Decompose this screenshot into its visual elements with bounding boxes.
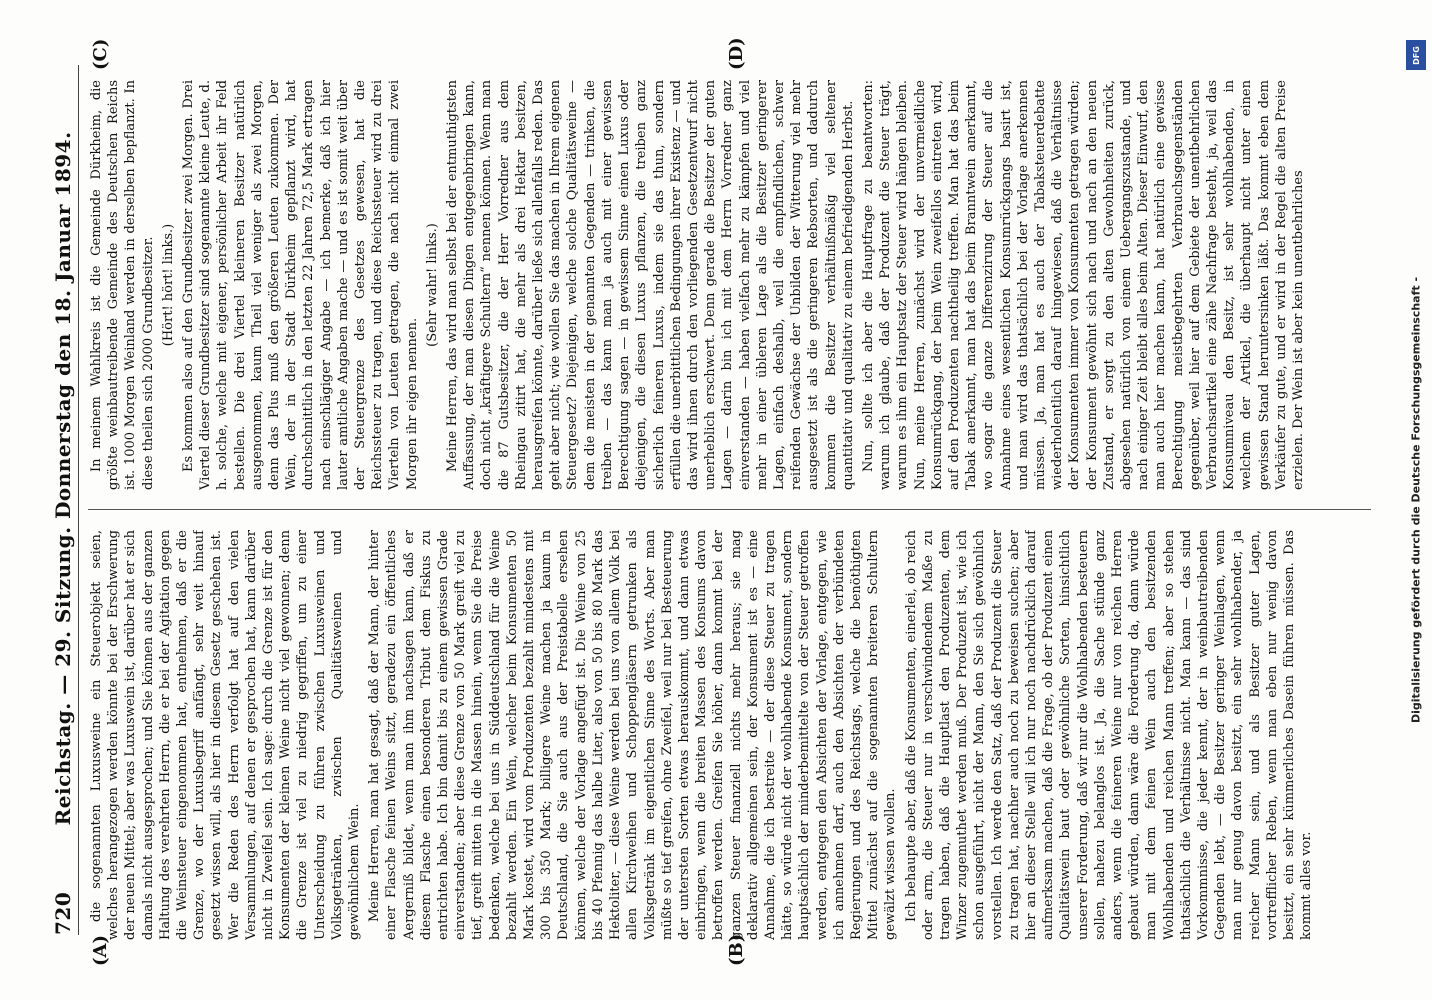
dfg-logo: DFG [1406,40,1426,70]
marker-a: (A) [90,935,111,966]
dfg-text: Digitalisierung gefördert durch die Deutsche Forschungsgemeinschaft - [1409,276,1423,724]
paragraph: Nun, sollte ich aber die Hauptfrage zu beantworten: warum ich glaube, daß der Produzent die Steuer trägt, warum es ihm ein Hauptsatz der Steuer wird hängen bleiben. Nun, meine Herren, zunächst wird der unvermeidliche Konsumrückgang, der beim Wein zweifellos eintreten wird, auf den Produzenten nachtheilig treffen. Man hat das beim Tabak anerkannt, man hat das beim Branntwein anerkannt, wo sogar die ganze Differenzirung der Steuer auf die Annahme eines wesentlichen Konsumrückgangs basirt ist, und man wird das thatsächlich bei der Vorlage anerkennen müssen. Ja, man hat es auch der Tabaksteuerdebatte wiederholentlich darauf hingewiesen, daß die Verhältnisse der Konsumenten immer von Konsumenten getragen würden; der Konsument gewöhnt sich nach und nach an den neuen Zustand, er sorgt zu den alten Gewohnheiten zurück, abgesehen natürlich von einem Uebergangszustande, und nach einiger Zeit bleibt alles beim Alten. Dieser Einwurf, den man auch hier machen kann, hat natürlich eine gewisse Berechtigung meistbegehrten Verbrauchsgegenständen gegenüber, weil hier auf dem Gebiete der unentbehrlichen Verbrauchsartikel eine zähe Nachfrage besteht, ja, weil das Konsumniveau den Besitz, ist sehr wohlhabenden, in welchem der Artikel, die überhaupt nicht unter einen gewissen Stand heruntersinken läßt. Das kommt eben dem Verkäufer zu gute, und er wird in der Regel die alten Preise erzielen. Der Wein ist aber kein unentbehrliches [860,80,1307,490]
page-number: 720 [51,891,75,935]
page-title: Reichstag. — 29. Sitzung. Donnerstag den 18. Januar 1894. [51,131,75,826]
text-column-right [88,80,1371,490]
paragraph: (Hört! hört! links.) [160,223,176,347]
column-divider [88,509,1371,510]
text-column-left [88,530,1371,940]
rotated-page-content [26,20,1406,980]
paragraph: (Sehr wahr! links.) [424,223,440,347]
paragraph: Ich behaupte aber, daß die Konsumenten, einerlei, ob reich oder arm, die Steuer nur in verschwindendem Maße zu tragen haben, daß die Hauptlast den Produzenten, dem Winzer zugemuthet werden muß. Der Produzent ist, wie ich schon ausgeführt, nicht der Mann, den Sie sich gewöhnlich vorstellen. Ich werde den Satz, daß der Produzent die Steuer zu tragen hat, nachher auch noch zu beweisen suchen; aber hier an dieser Stelle will ich nur noch nachdrücklich darauf aufmerksam machen, daß die Frage, ob der Produzent einen Qualitätswein baut oder gewöhnliche Sorten, hinsichtlich unserer Forderung, daß wir nur die Wohlhabenden besteuern sollen, nahezu belanglos ist. Ja, die Sache stünde ganz anders, wenn die feineren Weine nur von reichen Herren gebaut würden, dann wäre die Forderung da, dann würde man mit dem feinen Wein auch den besitzenden Wohlhabenden und reichen Mann treffen; aber so stehen thatsächlich die Verhältnisse nicht. Man kann — das sind Vorkommnisse, die jeder kennt, der in weinbautreibenden Gegenden lebt, — die Besitzer geringer Weinlagen, wenn man nur genug davon besitzt, ein sehr wohlhabender, ja reicher Mann sein, und als Besitzer guter Lagen, vortrefflicher Reben, wenn man eben nur wenig davon besitzt, ein sehr kümmerliches Dasein führen müssen. Das kommt alles vor. [903,530,1315,940]
marker-b: (B) [726,933,747,966]
paragraph: Meine Herren, man hat gesagt, daß der Mann, der hinter einer Flasche feinen Weins sitzt, geradezu ein öffentliches Aergerniß bildet, wenn man ihm nachsagen kann, daß er diesem Flasche einen besonderen Tribut dem Fiskus zu entrichten habe. Ich bin damit bis zu einem gewissen Grade einverstanden; aber diese Grenze von 50 Mark greift viel zu tief, greift mitten in die Massen hinein, wenn Sie die Preise bedenken, welche bei uns in Süddeutschland für die Weine bezahlt werden. Ein Wein, welcher beim Konsumenten 50 Mark kostet, wird vom Produzenten bezahlt mindestens mit 300 bis 350 Mark; billigere Weine machen ja kaum in Deutschland, die Sie auch aus der Preistabelle ersehen können, welche der Vorlage angefügt ist. Die Weine von 25 bis 40 Pfennig das halbe Liter, also von 50 bis 80 Mark das Hektoliter, — diese Weine werden bei uns von allem Volk bei allen Kirchweihen und Schoppengläsern getrunken als Volksgetränk im eigentlichen Sinne des Worts. Aber man müßte so tief greifen, ohne Zweifel, weil nur bei Besteuerung der untersten Sorten etwas herauskommt, und dann etwas einbringen, wenn die breiten Massen des Konsums davon betroffen werden. Greifen Sie höher, dann kommt bei der ganzen Steuer finanziell nichts mehr heraus; sie mag deklarativ allgemeinen sein, der Konsument ist es — eine Annahme, die ich bestreite — der diese Steuer zu tragen hätte, so würde nicht der wohlhabende Konsument, sondern hauptsächlich der minderbemittelte von der Steuer getroffen werden, entgegen den Absichten der Vorlage, entgegen, wie ich annehmen darf, auch den Absichten der verbündeten Regierungen und des Reichstags, welche die benöthigten Mittel zunächst auf die sogenannten breiteren Schultern gewälzt wissen wollen. [367,530,899,940]
paragraph: Es kommen also auf den Grundbesitzer zwei Morgen. Drei Viertel dieser Grundbesitzer sind sogenannte kleine Leute, d. h. solche, welche mit eigener, persönlicher Arbeit ihr Feld bestellen. Die drei Viertel kleineren Besitzer natürlich ausgenommen, kaum Theil viel weniger als zwei Morgen, denn das Plus muß den größeren Leuten zukommen. Der Wein, der in der Stadt Dürkheim gepflanzt wird, hat durchschnittlich in den letzten 22 Jahren 72,5 Mark ertragen nach einschlägiger Angabe — ich bemerke, daß ich hier lauter amtliche Angaben mache — und es ist somit weit über der Steuergrenze des Gesetzes gewesen, hat die Reichssteuer zu tragen, und diese Reichssteuer wird zu drei Vierteln von Leuten getragen, die nach nicht einmal zwei Morgen ihr eigen nennen. [181,80,420,490]
dfg-notice [1402,40,1430,960]
paragraph: In meinem Wahlkreis ist die Gemeinde Dürkheim, die größte weinbautreibende Gemeinde des Deutschen Reichs ist. 1000 Morgen Weinland werden in derselben bepflanzt. In diese theilen sich 2000 Grundbesitzer. [89,80,156,490]
marker-c: (C) [90,38,111,70]
paragraph: Meine Herren, das wird man selbst bei der entmuthigtsten Auffassung, der man diesen Dingen entgegenbringen kann, doch nicht „kräftigere Schultern“ nennen können. Wenn man die 87 Gutsbesitzer, die der Herr Vorredner aus dem Rheingau zitirt hat, die mehr als drei Hektar besitzen, herausgreifen könnte, darüber ließe sich allenfalls reden. Das geht aber nicht; wie wollen Sie das machen in Ihrem eigenen Steuergesetz? Diejenigen, welche solche Qualitätsweine — dem die meisten in der genannten Gegenden — trinken, die treiben — das kann man ja auch mit einer gewissen Berechtigung sagen — in gewissem Sinne einen Luxus oder diejenigen, die diesen Luxus pflanzen, die treiben ganz sicherlich feineren Luxus, indem sie das thun, sondern erfüllen die unerbittlichen Bedingungen ihrer Existenz — und das wird ihnen durch den vorliegenden Gesetzentwurf nicht unerheblich erschwert. Denn gerade die Besitzer der guten Lagen — darin bin ich mit dem Herrn Vorredner ganz einverstanden — haben vielfach mehr zu kämpfen und viel mehr in einer übleren Lage als die Besitzer geringerer Lagen, einfach deshalb, weil die empfindlichen, schwer reifenden Gewächse der Unbilden der Witterung viel mehr ausgesetzt ist als die geringeren Rebsorten, und dadurch kommen die Besitzer verhältnißmäßig viel seltener quantitativ und qualitativ zu einem befriedigenden Herbst. [445,80,856,490]
page-header [48,65,79,935]
marker-d: (D) [726,37,747,70]
paragraph: die sogenannten Luxusweine ein Steuerobjekt seien, welches herangezogen werden könnte bei der Erschwerung der neuen Mittel; aber was Luxuswein ist, darüber hat er sich damals nicht ausgesprochen; und Sie können aus der ganzen Haltung des verehrten Herrn, die er bei der Agitation gegen die Weinsteuer eingenommen hat, entnehmen, daß er die Grenze, wo der Luxusbegriff anfängt, sehr weit hinauf gesetzt wissen will, als hier in diesem Gesetz geschehen ist. Wer die Reden des Herrn verfolgt hat auf den vielen Versammlungen, auf denen er gesprochen hat, kann darüber nicht in Zweifel sein. Ich sage: durch die Grenze ist für den Konsumenten der kleinen Weine nicht viel gewonnen; denn die Grenze ist viel zu niedrig gegriffen, um zu einer Unterscheidung zu führen zwischen Luxusweinen und Volksgetränken, zwischen Qualitätsweinen und gewöhnlichem Wein. [89,530,363,940]
